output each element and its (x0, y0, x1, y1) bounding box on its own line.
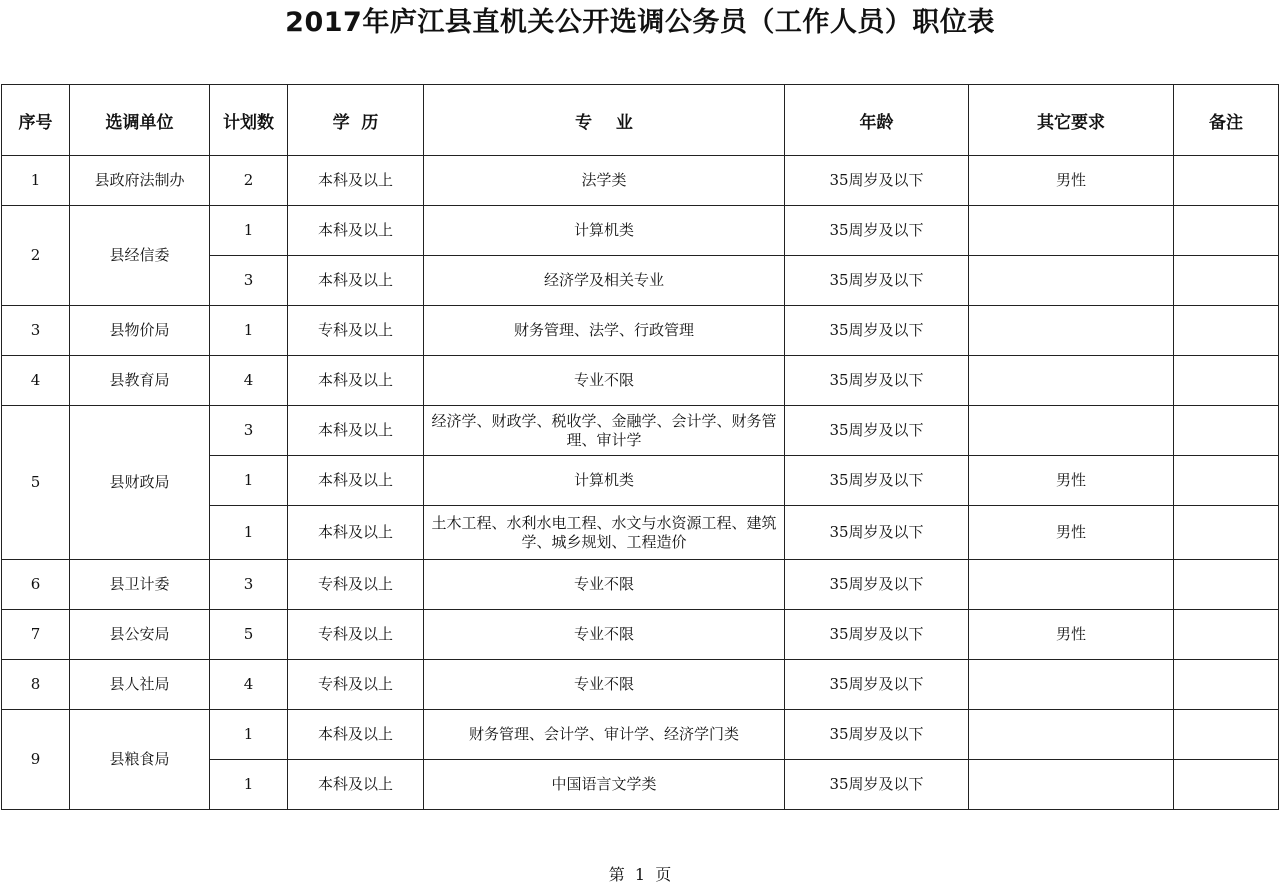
header-row (2, 85, 1279, 156)
other-cell (969, 710, 1174, 760)
note-cell (1174, 306, 1279, 356)
major-cell: 计算机类 (424, 456, 785, 506)
major-cell: 专业不限 (424, 610, 785, 660)
age-cell: 35周岁及以下 (785, 760, 969, 810)
unit-cell: 县财政局 (70, 406, 210, 560)
note-cell (1174, 456, 1279, 506)
header-note: 备注 (1174, 85, 1279, 156)
seq-cell: 5 (2, 406, 70, 560)
note-cell (1174, 356, 1279, 406)
age-cell: 35周岁及以下 (785, 356, 969, 406)
seq-cell: 1 (2, 156, 70, 206)
header-age: 年龄 (785, 85, 969, 156)
major-cell: 经济学及相关专业 (424, 256, 785, 306)
other-cell (969, 660, 1174, 710)
note-cell (1174, 156, 1279, 206)
unit-cell: 县粮食局 (70, 710, 210, 810)
table-row (2, 406, 1279, 456)
plan-cell: 2 (210, 156, 288, 206)
other-cell (969, 206, 1174, 256)
note-cell (1174, 406, 1279, 456)
header-other: 其它要求 (969, 85, 1174, 156)
note-cell (1174, 506, 1279, 560)
seq-cell: 6 (2, 560, 70, 610)
other-cell (969, 306, 1174, 356)
unit-cell: 县物价局 (70, 306, 210, 356)
seq-cell: 7 (2, 610, 70, 660)
table-row (2, 710, 1279, 760)
header-major: 专 业 (424, 85, 785, 156)
edu-cell: 本科及以上 (288, 156, 424, 206)
edu-cell: 本科及以上 (288, 356, 424, 406)
edu-cell: 本科及以上 (288, 506, 424, 560)
age-cell: 35周岁及以下 (785, 456, 969, 506)
major-cell: 法学类 (424, 156, 785, 206)
unit-cell: 县人社局 (70, 660, 210, 710)
plan-cell: 1 (210, 506, 288, 560)
plan-cell: 4 (210, 660, 288, 710)
unit-cell: 县教育局 (70, 356, 210, 406)
table-row (2, 306, 1279, 356)
edu-cell: 专科及以上 (288, 660, 424, 710)
major-cell: 土木工程、水利水电工程、水文与水资源工程、建筑学、城乡规划、工程造价 (424, 506, 785, 560)
header-plan: 计划数 (210, 85, 288, 156)
seq-cell: 3 (2, 306, 70, 356)
other-cell (969, 560, 1174, 610)
edu-cell: 本科及以上 (288, 406, 424, 456)
age-cell: 35周岁及以下 (785, 406, 969, 456)
table-row (2, 156, 1279, 206)
age-cell: 35周岁及以下 (785, 660, 969, 710)
major-cell: 计算机类 (424, 206, 785, 256)
age-cell: 35周岁及以下 (785, 306, 969, 356)
table-row (2, 356, 1279, 406)
major-cell: 专业不限 (424, 560, 785, 610)
major-cell: 专业不限 (424, 660, 785, 710)
note-cell (1174, 560, 1279, 610)
page-number: 第 1 页 (608, 865, 672, 884)
major-cell: 中国语言文学类 (424, 760, 785, 810)
major-cell: 经济学、财政学、税收学、金融学、会计学、财务管理、审计学 (424, 406, 785, 456)
other-cell (969, 406, 1174, 456)
edu-cell: 专科及以上 (288, 610, 424, 660)
positions-table (1, 84, 1279, 810)
unit-cell: 县卫计委 (70, 560, 210, 610)
edu-cell: 专科及以上 (288, 560, 424, 610)
note-cell (1174, 256, 1279, 306)
plan-cell: 1 (210, 710, 288, 760)
age-cell: 35周岁及以下 (785, 256, 969, 306)
plan-cell: 1 (210, 206, 288, 256)
header-seq: 序号 (2, 85, 70, 156)
page-title: 2017年庐江县直机关公开选调公务员（工作人员）职位表 (285, 7, 995, 38)
other-cell: 男性 (969, 156, 1174, 206)
other-cell (969, 356, 1174, 406)
unit-cell: 县公安局 (70, 610, 210, 660)
major-cell: 财务管理、法学、行政管理 (424, 306, 785, 356)
plan-cell: 5 (210, 610, 288, 660)
age-cell: 35周岁及以下 (785, 560, 969, 610)
note-cell (1174, 760, 1279, 810)
plan-cell: 4 (210, 356, 288, 406)
header-unit: 选调单位 (70, 85, 210, 156)
other-cell: 男性 (969, 610, 1174, 660)
note-cell (1174, 660, 1279, 710)
seq-cell: 9 (2, 710, 70, 810)
note-cell (1174, 710, 1279, 760)
age-cell: 35周岁及以下 (785, 610, 969, 660)
unit-cell: 县经信委 (70, 206, 210, 306)
note-cell (1174, 610, 1279, 660)
plan-cell: 3 (210, 256, 288, 306)
age-cell: 35周岁及以下 (785, 506, 969, 560)
seq-cell: 4 (2, 356, 70, 406)
header-edu: 学 历 (288, 85, 424, 156)
plan-cell: 1 (210, 306, 288, 356)
edu-cell: 本科及以上 (288, 710, 424, 760)
edu-cell: 本科及以上 (288, 256, 424, 306)
edu-cell: 本科及以上 (288, 206, 424, 256)
table-row (2, 610, 1279, 660)
other-cell: 男性 (969, 506, 1174, 560)
other-cell: 男性 (969, 456, 1174, 506)
plan-cell: 3 (210, 406, 288, 456)
edu-cell: 本科及以上 (288, 760, 424, 810)
unit-cell: 县政府法制办 (70, 156, 210, 206)
plan-cell: 1 (210, 456, 288, 506)
major-cell: 财务管理、会计学、审计学、经济学门类 (424, 710, 785, 760)
note-cell (1174, 206, 1279, 256)
age-cell: 35周岁及以下 (785, 156, 969, 206)
table-row (2, 560, 1279, 610)
edu-cell: 专科及以上 (288, 306, 424, 356)
plan-cell: 3 (210, 560, 288, 610)
seq-cell: 2 (2, 206, 70, 306)
major-cell: 专业不限 (424, 356, 785, 406)
age-cell: 35周岁及以下 (785, 710, 969, 760)
table-row (2, 660, 1279, 710)
other-cell (969, 760, 1174, 810)
edu-cell: 本科及以上 (288, 456, 424, 506)
age-cell: 35周岁及以下 (785, 206, 969, 256)
table-row (2, 206, 1279, 256)
other-cell (969, 256, 1174, 306)
plan-cell: 1 (210, 760, 288, 810)
seq-cell: 8 (2, 660, 70, 710)
